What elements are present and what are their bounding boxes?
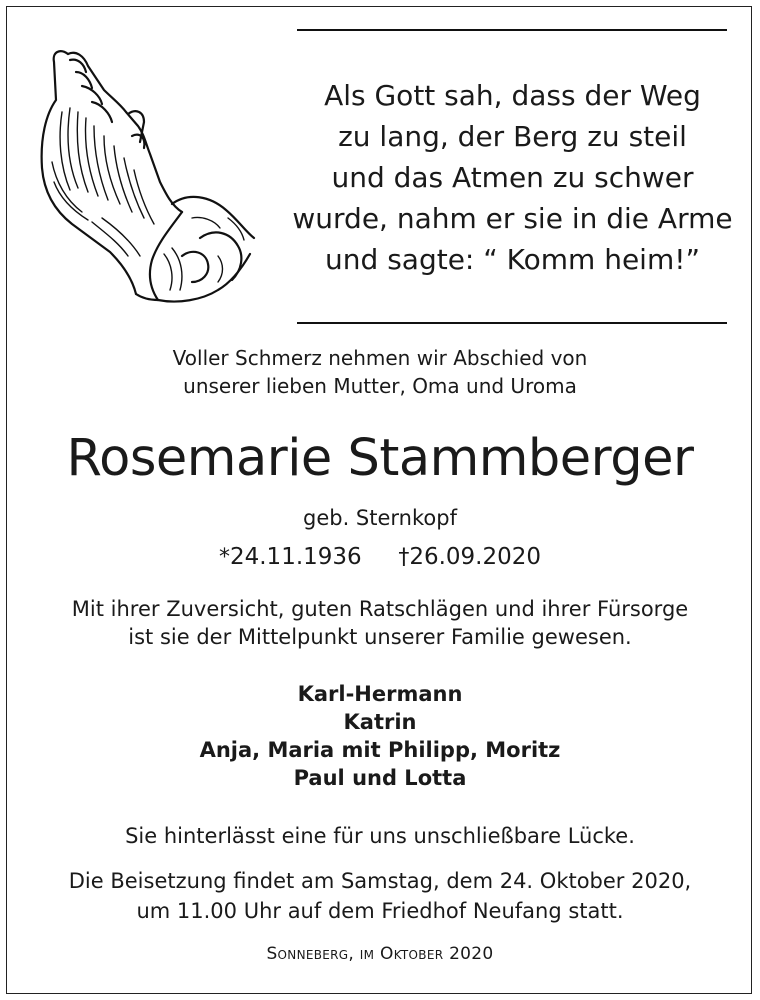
month-rest: ktober xyxy=(393,944,444,964)
city-rest: onneberg xyxy=(277,944,349,964)
poem-line: Als Gott sah, dass der Weg xyxy=(324,79,701,112)
tribute-line: ist sie der Mittelpunkt unserer Familie gewesen. xyxy=(128,625,632,649)
top-divider xyxy=(297,29,727,31)
praying-hands-icon xyxy=(32,42,262,308)
family-line: Paul und Lotta xyxy=(293,766,467,790)
bottom-divider xyxy=(297,322,727,324)
family-names xyxy=(0,680,760,792)
poem xyxy=(290,75,735,280)
birth-date: 24.11.1936 xyxy=(229,544,362,570)
family-line: Anja, Maria mit Philipp, Moritz xyxy=(199,738,561,762)
birth-symbol: * xyxy=(218,545,230,570)
place-separator: , im xyxy=(348,944,380,964)
poem-line: zu lang, der Berg zu steil xyxy=(338,120,687,153)
death-date: 26.09.2020 xyxy=(409,544,542,570)
death-symbol: † xyxy=(398,545,410,570)
intro-text xyxy=(0,344,760,400)
funeral-line: um 11.00 Uhr auf dem Friedhof Neufang statt. xyxy=(136,899,624,923)
funeral-line: Die Beisetzung findet am Samstag, dem 24. Oktober 2020, xyxy=(68,869,692,893)
intro-line: unserer lieben Mutter, Oma und Uroma xyxy=(183,374,577,398)
family-line: Karl-Hermann xyxy=(297,682,463,706)
life-dates xyxy=(0,542,760,573)
city-initial: S xyxy=(266,944,278,964)
family-line: Katrin xyxy=(343,710,417,734)
poem-line: und sagte: “ Komm heim!” xyxy=(325,243,700,276)
loss-statement: Sie hinterlässt eine für uns unschließbare Lücke. xyxy=(125,824,635,848)
month-initial: O xyxy=(380,944,394,964)
poem-line: wurde, nahm er sie in die Arme xyxy=(292,202,733,235)
maiden-name: geb. Sternkopf xyxy=(303,506,457,530)
intro-line: Voller Schmerz nehmen wir Abschied von xyxy=(172,346,588,370)
poem-line: und das Atmen zu schwer xyxy=(331,161,694,194)
funeral-info xyxy=(0,866,760,926)
deceased-name: Rosemarie Stammberger xyxy=(66,429,694,488)
tribute-line: Mit ihrer Zuversicht, guten Ratschlägen und ihrer Fürsorge xyxy=(71,597,689,621)
tribute-text xyxy=(0,595,760,651)
place-and-date xyxy=(0,944,760,964)
year: 2020 xyxy=(443,944,494,964)
